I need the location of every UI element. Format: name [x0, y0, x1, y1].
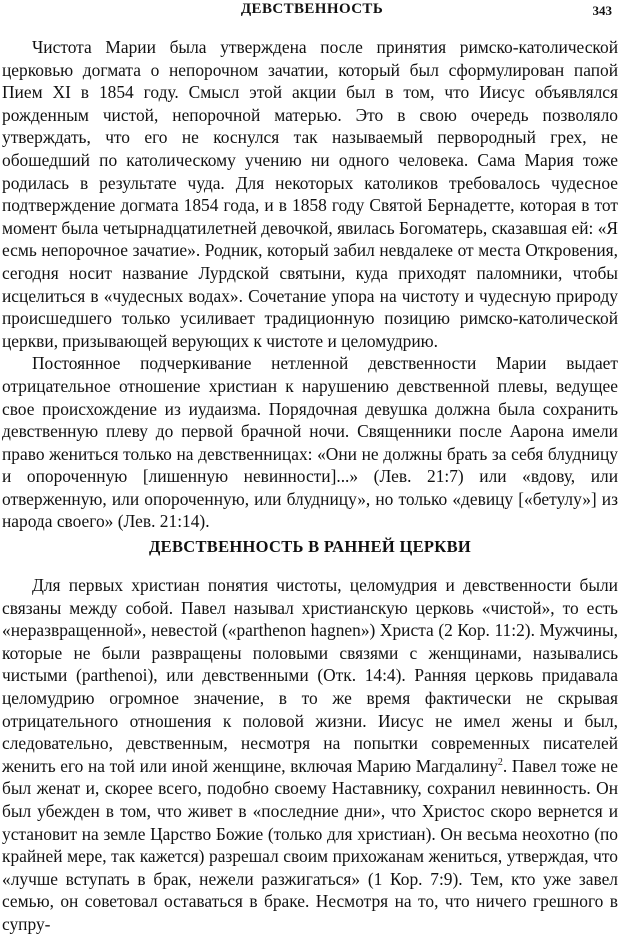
paragraph: [2, 574, 618, 936]
paragraph: Чистота Марии была утверждена после принятия римско-католической церковью догмата о непорочном зачатии, который был сформулирован папой Пием XI в 1854 году. Смысл этой акции был в том, что Иисус объявлялся рожденным чистой, непорочной матерью. Это в свою очередь позволяло утверждать, что его не коснулся так называемый первородный грех, не обошедший по католическому учению ни одного человека. Сама Мария тоже родилась в результате чуда. Для некоторых католиков требовалось чудесное подтверждение догмата 1854 года, и в 1858 году Святой Бернадетте, которая в тот момент была четырнадцатилетней девочкой, явилась Богоматерь, сказавшая ей: «Я есмь непорочное зачатие». Родник, который забил невдалеке от места Откровения, сегодня носит название Лурдской святыни, куда приходят паломники, чтобы исцелиться в «чудесных водах». Сочетание упора на чистоту и чудесную природу происшедшего только усиливает традиционную позицию римско-католической церкви, призывающей верующих к чистоте и целомудрию.: [2, 37, 618, 351]
text-block-upper: [2, 36, 618, 533]
running-header: [12, 0, 612, 22]
footnote-mark: 2: [497, 756, 503, 768]
paragraph-text: Для первых христиан понятия чистоты, целомудрия и девственности были связаны между собой. Павел называл христианскую церковь «чистой», то есть «неразвращенной», невестой («parthenon hagnen») Христа (2 Кор. 11:2). Мужчины, которые не были развращены половыми связями с женщинами, назывались чистыми (parthenoi), или девственными (Отк. 14:4). Ранняя церковь придавала целомудрию огромное значение, в то же время фактически не скрывая отрицательного отношения к половой жизни. Иисус не имел жены и был, следовательно, девственным, несмотря на попытки современных писателей женить его на той или иной женщине, включая Марию Магдалину: [2, 575, 618, 776]
paragraph-text: . Павел тоже не был женат и, скорее всего, подобно своему Наставнику, сохранил невинность. Он был убежден в том, что живет в «последние дни», что Христос скоро вернется и установит на земле Царство Божие (только для христиан). Он весьма неохотно (по крайней мере, так кажется) разрешал своим прихожанам жениться, утверждая, что «лучше вступать в брак, нежели разжигаться» (1 Кор. 7:9). Тем, кто уже завел семью, он советовал оставаться в браке. Несмотря на то, что ничего грешного в супру-: [2, 755, 618, 934]
page-number: 343: [592, 3, 612, 18]
section-heading: ДЕВСТВЕННОСТЬ В РАННЕЙ ЦЕРКВИ: [148, 537, 472, 556]
text-block-lower: [2, 574, 618, 936]
running-title: ДЕВСТВЕННОСТЬ: [240, 1, 384, 17]
paragraph: Постоянное подчеркивание нетленной девственности Марии выдает отрицательное отношение христиан к нарушению девственной плевы, ведущее свое происхождение из иудаизма. Порядочная девушка должна была сохранить девственную плеву до первой брачной ночи. Священники после Аарона имели право жениться только на девственницах: «Они не должны брать за себя блудницу и опороченную [лишенную невинности]...» (Лев. 21:7) или «вдову, или отверженную, или опороченную, или блудницу», но только «девицу [«бетулу»] из народа своего» (Лев. 21:14).: [2, 353, 618, 532]
